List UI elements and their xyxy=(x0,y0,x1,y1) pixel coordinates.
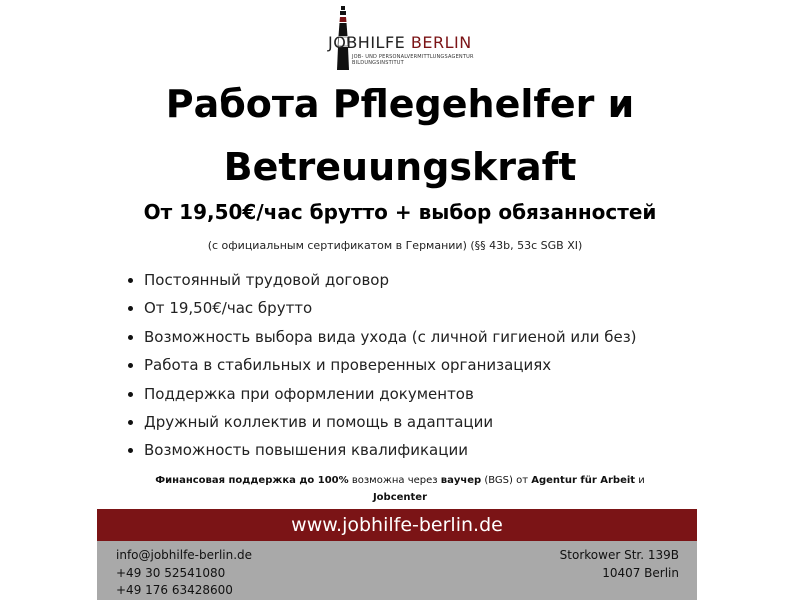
address-city: 10407 Berlin xyxy=(602,565,679,580)
bullet-icon xyxy=(128,420,133,425)
bullet-icon xyxy=(128,448,133,453)
list-item-text: Дружный коллектив и помощь в адаптации xyxy=(144,412,494,431)
benefits-list xyxy=(126,268,637,467)
phone-link-2[interactable]: +49 176 63428600 xyxy=(116,583,233,597)
list-item-text: Возможность повышения квалификации xyxy=(144,441,468,460)
funding-text-6: и xyxy=(635,475,645,486)
funding-text-bold-1: Финансовая поддержка до 100% xyxy=(155,475,349,486)
page-title-line-1: Работа Pflegehelfer и xyxy=(165,82,635,126)
certificate-note: (с официальным сертификатом в Германии) (§§ 43b, 53c SGB XI) xyxy=(207,239,583,252)
logo-tagline-1: JOB- UND PERSONALVERMITTLUNGSAGENTUR xyxy=(352,54,474,60)
funding-text-bold-3: ваучер xyxy=(440,475,482,486)
funding-text-bold-7: Jobcenter xyxy=(372,492,428,503)
address xyxy=(560,547,679,582)
contact-details xyxy=(116,547,252,600)
bullet-icon xyxy=(128,363,133,368)
page-subtitle: От 19,50€/час брутто + выбор обязанностей xyxy=(143,200,657,224)
bullet-icon xyxy=(128,278,133,283)
funding-text-bold-5: Agentur für Arbeit xyxy=(531,475,636,486)
logo-name-part1: JOBHILFE xyxy=(328,33,406,52)
logo-wordmark xyxy=(328,33,472,52)
website-link[interactable]: www.jobhilfe-berlin.de xyxy=(291,514,503,536)
address-street: Storkower Str. 139B xyxy=(559,548,679,562)
list-item xyxy=(126,410,637,438)
list-item-text: Постоянный трудовой договор xyxy=(144,271,389,289)
list-item-text: Работа в стабильных и проверенных организациях xyxy=(144,356,552,375)
list-item xyxy=(126,438,637,466)
list-item xyxy=(126,296,637,324)
list-item-text: От 19,50€/час брутто xyxy=(144,299,313,318)
page-title-line-2: Betreuungskraft xyxy=(223,145,577,189)
list-item-text: Поддержка при оформлении документов xyxy=(144,384,474,403)
bullet-icon xyxy=(128,306,133,311)
list-item xyxy=(126,325,637,353)
logo-name-part2: BERLIN xyxy=(410,33,472,52)
list-item xyxy=(126,268,637,296)
logo xyxy=(328,6,478,70)
list-item-text: Возможность выбора вида ухода (с личной гигиеной или без) xyxy=(144,327,637,346)
email-link[interactable]: info@jobhilfe-berlin.de xyxy=(116,548,253,562)
funding-text-2: возможна через xyxy=(348,475,441,486)
website-banner xyxy=(97,509,697,541)
list-item xyxy=(126,353,637,381)
contact-footer xyxy=(97,541,697,600)
logo-tagline-2: BILDUNGSINSTITUT xyxy=(352,60,404,66)
funding-note xyxy=(130,472,670,506)
phone-link-1[interactable]: +49 30 52541080 xyxy=(116,565,226,580)
bullet-icon xyxy=(128,335,133,340)
funding-text-4: (BGS) от xyxy=(481,475,532,486)
bullet-icon xyxy=(128,392,133,397)
logo-tagline xyxy=(352,54,474,66)
list-item xyxy=(126,382,637,410)
